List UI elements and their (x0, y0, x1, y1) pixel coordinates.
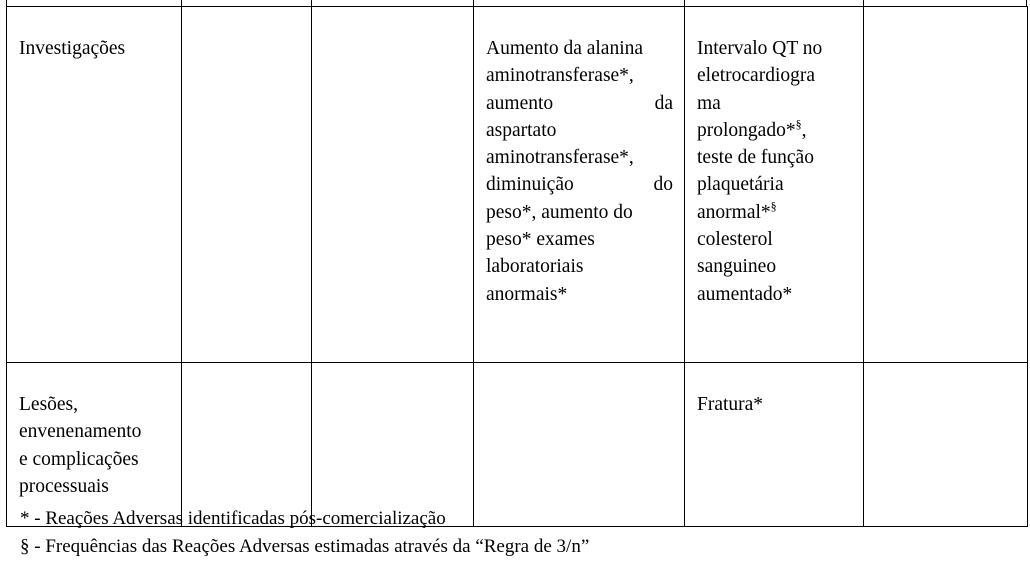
empty-cell (182, 7, 312, 363)
empty-cell (182, 363, 312, 527)
footnote-asterisk: * - Reações Adversas identificadas pós-comercialização (20, 508, 446, 529)
justified-word: aumento (486, 92, 554, 114)
justified-word: da (654, 92, 673, 114)
row-label-injuries: Lesões, envenenamento e complicações processuais (7, 363, 182, 527)
justified-word: diminuição (486, 174, 574, 196)
table-row-injuries (7, 363, 1028, 527)
cell-lab-findings: Aumento da alanina aminotransferase*, aumento da aspartato aminotransferase*, diminuição do peso*, aumento do peso* exames laboratoriais anormais* (474, 7, 685, 363)
footnotes (20, 505, 589, 561)
table-row-investigations (7, 7, 1028, 363)
row-label-investigations: Investigações (7, 7, 182, 363)
cell-ecg-findings: Intervalo QT no eletrocardiogra ma prolongado*§, teste de função plaquetária anormal*§ colesterol sanguineo aumentado* (685, 7, 864, 363)
cell-fracture: Fratura* (685, 363, 864, 527)
justified-word: do (653, 174, 673, 196)
empty-cell (312, 7, 474, 363)
empty-cell (864, 7, 1028, 363)
adverse-reactions-table (6, 6, 1028, 527)
empty-cell (312, 363, 474, 527)
empty-cell (474, 363, 685, 527)
footnote-section: § - Frequências das Reações Adversas estimadas através da “Regra de 3/n” (20, 536, 590, 557)
empty-cell (864, 363, 1028, 527)
